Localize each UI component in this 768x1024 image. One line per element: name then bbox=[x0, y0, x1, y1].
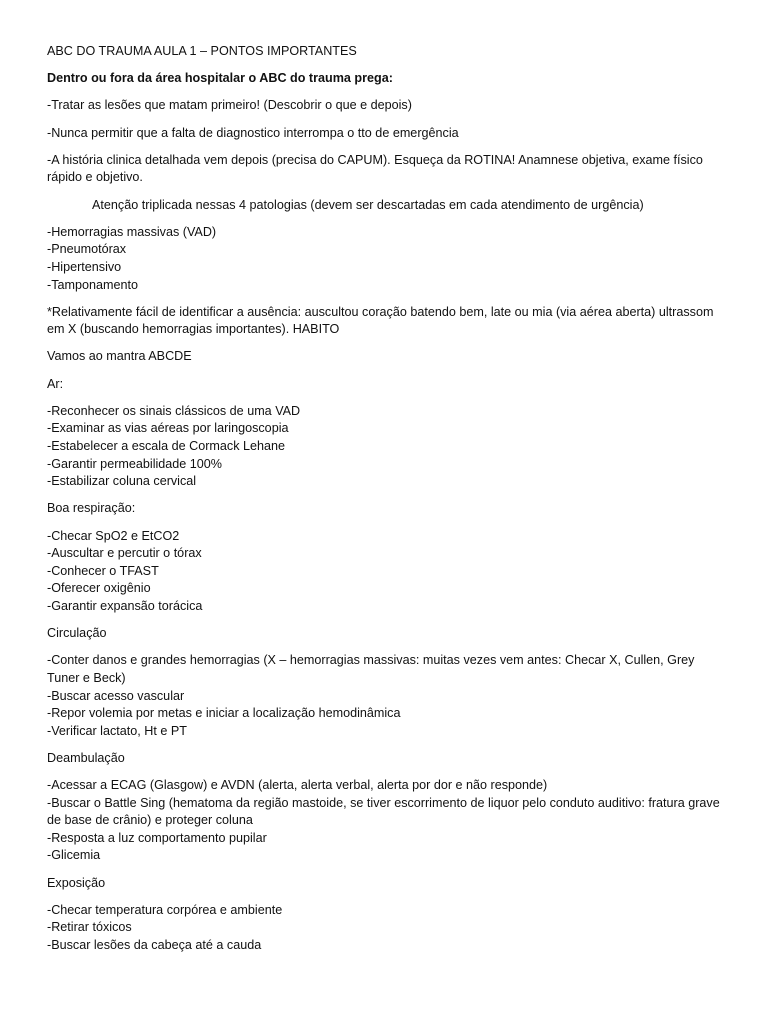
section-list-respiracao bbox=[47, 528, 727, 616]
intro-line: -A história clinica detalhada vem depois (precisa do CAPUM). Esqueça da ROTINA! Anamnese objetiva, exame físico rápido e objetivo. bbox=[47, 152, 703, 185]
list-item: -Checar temperatura corpórea e ambiente bbox=[47, 902, 283, 917]
section-list-circulacao bbox=[47, 652, 727, 740]
section-list-ar bbox=[47, 403, 727, 491]
intro-line: -Tratar as lesões que matam primeiro! (Descobrir o que e depois) bbox=[47, 98, 412, 113]
note-paragraph: *Relativamente fácil de identificar a ausência: auscultou coração batendo bem, late ou mia (via aérea aberta) ultrassom em X (buscando hemorragias importantes). HABITO bbox=[47, 304, 714, 337]
list-item: -Checar SpO2 e EtCO2 bbox=[47, 528, 180, 543]
mantra-line: Vamos ao mantra ABCDE bbox=[47, 349, 192, 364]
list-item: -Resposta a luz comportamento pupilar bbox=[47, 830, 267, 845]
list-item: -Repor volemia por metas e iniciar a localização hemodinâmica bbox=[47, 706, 401, 721]
section-heading-respiracao: Boa respiração: bbox=[47, 501, 136, 516]
list-item: -Auscultar e percutir o tórax bbox=[47, 546, 202, 561]
list-item: -Pneumotórax bbox=[47, 242, 127, 257]
list-item: -Buscar acesso vascular bbox=[47, 688, 185, 703]
list-item: -Hipertensivo bbox=[47, 259, 122, 274]
list-item: -Reconhecer os sinais clássicos de uma VAD bbox=[47, 403, 301, 418]
section-list-exposicao bbox=[47, 902, 727, 955]
list-item: -Buscar o Battle Sing (hematoma da região mastoide, se tiver escorrimento de liquor pelo conduto auditivo: fratura grave de base de crânio) e proteger coluna bbox=[47, 795, 720, 828]
list-item: -Garantir expansão torácica bbox=[47, 598, 203, 613]
intro-line: -Nunca permitir que a falta de diagnostico interrompa o tto de emergência bbox=[47, 125, 459, 140]
list-item: -Hemorragias massivas (VAD) bbox=[47, 224, 217, 239]
list-item: -Buscar lesões da cabeça até a cauda bbox=[47, 938, 262, 953]
document-body bbox=[47, 43, 727, 964]
intro-heading: Dentro ou fora da área hospitalar o ABC do trauma prega: bbox=[47, 71, 393, 86]
section-heading-circulacao: Circulação bbox=[47, 626, 107, 641]
list-item: -Retirar tóxicos bbox=[47, 920, 132, 935]
doc-title: ABC DO TRAUMA AULA 1 – PONTOS IMPORTANTES bbox=[47, 44, 357, 58]
pathology-list bbox=[47, 224, 727, 294]
section-heading-exposicao: Exposição bbox=[47, 875, 106, 890]
attention-line: Atenção triplicada nessas 4 patologias (devem ser descartadas em cada atendimento de urgência) bbox=[92, 197, 644, 212]
section-heading-deambulacao: Deambulação bbox=[47, 750, 125, 765]
list-item: -Estabilizar coluna cervical bbox=[47, 474, 197, 489]
list-item: -Examinar as vias aéreas por laringoscopia bbox=[47, 421, 289, 436]
list-item: -Glicemia bbox=[47, 848, 101, 863]
list-item: -Conter danos e grandes hemorragias (X – hemorragias massivas: muitas vezes vem antes: Checar X, Cullen, Grey Tuner e Beck) bbox=[47, 653, 695, 685]
list-item: -Oferecer oxigênio bbox=[47, 581, 151, 596]
list-item: -Estabelecer a escala de Cormack Lehane bbox=[47, 439, 286, 454]
list-item: -Acessar a ECAG (Glasgow) e AVDN (alerta, alerta verbal, alerta por dor e não responde) bbox=[47, 778, 548, 793]
section-heading-ar: Ar: bbox=[47, 376, 64, 391]
list-item: -Tamponamento bbox=[47, 277, 139, 292]
section-list-deambulacao bbox=[47, 777, 727, 865]
list-item: -Conhecer o TFAST bbox=[47, 563, 159, 578]
list-item: -Verificar lactato, Ht e PT bbox=[47, 723, 187, 738]
list-item: -Garantir permeabilidade 100% bbox=[47, 456, 223, 471]
